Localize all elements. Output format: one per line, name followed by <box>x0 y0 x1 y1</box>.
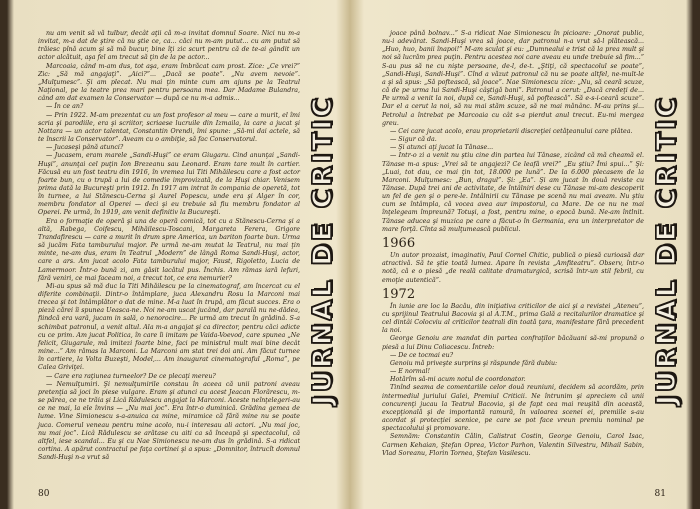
year-heading-1972: 1972 <box>382 286 416 302</box>
left-page <box>8 0 346 509</box>
left-paragraph: — Care era raţiunea turneelor? De ce plecaţi mereu? <box>46 372 216 380</box>
left-page-text <box>38 30 300 462</box>
right-paragraph: Hotărîm să-mi acum notul de coordonator. <box>390 376 526 384</box>
right-paragraph: — Şi atunci aţi jucat la Tănase... <box>390 144 494 152</box>
left-paragraph: Mi-au spus să mă duc la Titi Mihăilescu pe la cinematograf, am încercat cu el diferite combinaţii. Dintr-o întâmplare, juca Alexandru Rosu la Marconi mai trecea şi tot întâmplător o dat de mine. M-a luat în trupă, am făcut succes. Era o pieză cărei îi spunea Ueasca-ne. Noi ne-am uscat jucând, dar parală nu ne-dădea, fiindcă era vară, jucam in sală, o nenorocire... Pe urmă am trecut în grădină. S-a schimbat patronul, a venit altul. Ala m-a angajat şi ca director, pentru căci adicte cu ce prim. Am jucat Politica, în care îi imitam pe Vaida-Voevod, care spunea „Ne felicit, Giugarule, mă imitezi foarte bine, faci pe ministrul mult mai bine decât mine...” Am rămas la Marconi. La Marconi am stat trei doi ani. Am făcut turnee în cartiere, la Volta Buzeşti, Model,... Am inaugurat cinematograful „Roma”, pe Calea Griviţei. <box>38 282 300 372</box>
right-paragraph: — Intr-o zi a venit nu ştiu cine din partea lui Tănase, zicând că mă cheamă el. Tănase m-a spus: „Vrei să te angajezi? Ce leafă vrei?” „Eu ştiu? Îmi spui...” Şi: „Luai, tot dau, ce mai ţin tot, 18.000 pe lună”. De la 6.000 plecasem de la Marconi. Mulţumesc: „Bun, dragul”. Şi: „Ea”. Şi am jucat în două reviste cu Tănase. După trei ani de activitate, de întâlniri dese cu Tănase mi-am descoperit un fel de gen şi o pere-le. Intâlnirii cu Tănase pe scenă nu mai aveam. Nu ştiu cum se întâmpla, că vocea avea aur impostorul, ca Mare. De ce nu ne mai înţelegeam împreună? Totuşi, a fost, pentru mine, o epocă bună. Ne-am întlnit. Tănase aducea şi muzica pe care a făcut-o în Germania, era un interpretator de mare forţă. Cînta să mulţumească publicul. <box>382 152 644 233</box>
right-paragraph: — De ce tocmai eu? <box>390 351 454 359</box>
left-paragraph: Marcoaia, când m-am dus, tot aşa, eram îmbrăcat cam prost. Zice: „Ce vrei?” Zic: „Să mă angajaţi”. „Aici?”... „Dacă se poate”. „Nu avem nevoie”. „Mulţumesc”. Şi am plecat. Nu mai ţin minte cum am ajuns pe la Teatrul Naţional, pe la teatre prea mari pentru persoana mea. Dar Madame Bulandra, când am dat examen la Conservator — după ce nu m-a admis... <box>38 62 300 103</box>
left-side-title <box>304 35 342 465</box>
right-paragraph: Un autor prozaist, imaginativ, Paul Cornel Chitic, publică o piesă curioasă dar atractivă. Să te ştie toată lumea. Apare în revista „Amfiteatru”. Observ, într-o notă, că e o piesă „de reală calitate dramaturgică, scrisă într-un stil febril, cu emoţie autentică”. <box>382 252 644 284</box>
left-paragraph: — Nemulţumiri. Şi nemulţumirile constau în aceea că unii patroni aveau pretenţia să joci în piese vulgare. Eram şi atunci cu acest Jeacan Florărescu, m-se părea, ce ne trăia şi Licâ Rădulescu angajat la Marconi. Aceste neînţelegeri-au ce ne mai, la ele învins — „Nu mai joc”. Era într-o duminică. Grădina gemea de lume. Vine Simionescu s-a-anuica ca mine, miramice că fără mine nu se poate juca. Comerul veneau pentru mine acolo, nu-i interesau ali actori. „Nu mai joc, nu mai joc”. Licâ Rădulescu se arătase cu aiti ca să înceapă şi spectacolul, că altfel, iese scandal... Eu şi cu Nae Simionescu ne-am dus în grădină. S-a ridicat cortina. A apărut contractul pe faţa cortinei şi a spus: „Domnitor, întrucît domnul Sandi-Huşi n-a vrut să <box>38 380 300 462</box>
right-paragraph: George Genoiu are mandat din partea confraţilor băcăuani să-mi propună o piesă a lui Dinu Coliacescu. Întreb: <box>382 335 644 351</box>
right-paragraph: În iunie are loc la Bacău, din iniţiativa criticilor de aici şi a revistei „Ateneu”, cu sprijinul Teatrului Bacovia şi al A.T.M., prima Gală a recitalurilor dramatice şi cel dintâi Colocviu al criticilor teatrali din toată ţara, manifestare fără precedent la noi. <box>382 302 644 335</box>
right-side-title-text: JURNAL DE CRITIC <box>652 95 682 405</box>
left-paragraph: — Jucasem, eram marele „Sandi-Huşi” ce eram Giugaru. Cind anunţai „Sandi-Huşi”, anunţai cel puţin Ion Brezeanu sau Leonard. Eram tare mult în cartier. Făcusă eu un fost teatru din 1916, în vremea lui Titi Mihăilescu care a fost actor foarte bun, cu o trupă a lui de comedie improvizată, de la Huşi chiar. Venisem prima dată la Bucureşti prin 1912. În 1917 am intrat în compania de operetă, tot în turnee, a lui Stănescu-Cerna şi Aurel Popescu, unde era şi Alger în cor, membru fondator al Operei — deci şi eu trebuie să fiu membru fondator al Operei. Pe urmă, în 1919, am venit definitiv la Bucureşti. <box>38 152 300 217</box>
right-paragraph: — E normal! <box>390 368 431 376</box>
right-paragraph: — Cei care jucat acolo, erau proprietarii discreţiei cetăţeanului care plătea. <box>390 127 633 135</box>
left-paragraph: — Jucaseşi până atunci? <box>46 144 124 152</box>
left-paragraph: — Prin 1922. M-am prezentat cu un fost profesor al meu — care a murit, el îmi scria şi parodiile, era şi scriitor, scriaese lucruile din Izmaila, la care a jucat şi Nottara — un actor talentat, Constantin Orendi, îmi spune: „Să-mi dai actele, să te înscrii la Conservator”. Aveam cu o ambiţie, să fac Conservatorul. <box>38 111 300 144</box>
right-page-number: 81 <box>654 489 666 499</box>
left-paragraph: nu am venit să vă tulbur, decât aţii că m-a invitat domnul Soare. Nici nu m-a invitat, m-a dat de ştire că nu ştie ce, ca... căci nu m-am putut... cu am putut să trăiesc pînă acum şi să mă bucur, bine îţi zic scurt pentru că de te-ai gândit un actor alcătuit, aşa fel am trecut să ţin de la pe actor... <box>38 30 300 62</box>
right-page <box>352 0 692 509</box>
right-paragraph: Tinînd seama de comentariile celor două reuniuni, decidem să acordăm, prin intermediul juriului Galei, Premiul Criticii. Ne întrunim şi apreciem că unii concurenţi jucau la Teatrul Bacovia, şi de fapt cea mai reuşită din această, excepţională şi de importantă ramură, în valoarea scenei ei, premiile s-au acordat şi protecţiei scenice, pe care se pot face vreun premiu nominal pe spectacolului şi promovare. <box>382 384 644 433</box>
left-page-number: 80 <box>38 489 50 499</box>
right-side-title <box>648 35 686 465</box>
right-paragraph: — Sigur că da. <box>390 136 437 144</box>
right-paragraph: joace până bolnav...” S-a ridicat Nae Simionescu în picioare: „Onorat public, nu-i adevărat. Sandi-Huşi vrea să joace, dar patronul n-a vrut să-l plătească... „Huo, huo, banii înapoi!” M-am sculat şi eu: „Dumnealui e trist că la prea mult şi noi să lucrăm prea puţin. Pentru acestea noi care aveau eu unde trebuie să fim...” S-au pus să ne cu nişte persoane, de-l, de-t. „Ştiţi, că spectacolul se poate”, „Sandi-Huşi, Sandi-Huşi”. Cînd a văzut patronul că nu se poate altfel, ne-mult-le a şi să spus: „Să poftească, să joace”. Nae Simionescu zice: „Nu, să ceară scuze, că de pe urma lui Sandi-Huşi câştigă bani”. Patronul a cerut: „Dacă credeţi de... Pe urmă a venit la noi, după ce, Sandi-Huşi, să poftească”. Să e-s-i-ceară scuze”. Dar el a cerut la noi, să nu mai stăm scuze, să ne mai mănânc. M-au prins şi... Petrolul a întrebat pe Marcoaia cu cât s-a pierdut anul trecut. Eu-mi mergea greu. <box>382 30 644 127</box>
right-page-text <box>382 30 644 458</box>
left-side-title-text: JURNAL DE CRITIC <box>308 95 338 405</box>
right-paragraph: Genoiu mă priveşte surprins şi răspunde fără dubiu: <box>390 359 558 367</box>
year-heading-1966: 1966 <box>382 235 416 251</box>
right-paragraph: Semnăm: Constantin Călin, Calistrat Costin, George Genoiu, Carol Isac, Carmen Kehaian, Ştefan Oprea, Victor Parhon, Valentin Silvestru, Mihail Sabin, Vlad Soreanu, Florin Tornea, Ştefan Vasilescu. <box>382 433 644 457</box>
left-paragraph: — În ce an? <box>46 103 84 111</box>
left-paragraph: Era o formaţie de operă şi una de operă comică, tot cu a Stănescu-Cerna şi a altă, Rabega, Coifescu, Mihăilescu-Toscani, Margareta Ferera, Grigore Trandafirescu — care a murit în drum spre America, un bariton foarte bun. Urma să jucăm Fata tamburului major. Pe urmă ne-am mutat la Teatrul, nu mai ţin minte, ne-am dus, eram în Teatrul „Modern” de lângă Roma Sandi-Huşi, actor, care a ars. Am jucat acolo Fata tamburului major, Faust, Rigoletto, Lucia de Lamermoor. Într-o bună zi, am găsit lacătul pus. Închis. Am rămas iară lefuri, fără veniri, ce mai faceam noi, a trecut tot, ce era nemurier? <box>38 217 300 282</box>
